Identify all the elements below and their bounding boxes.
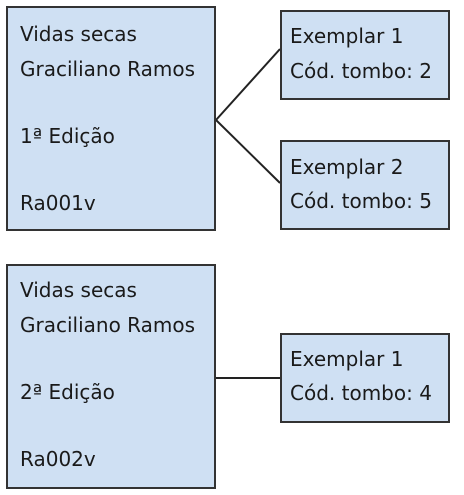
copy-tombo: Cód. tombo: 2 [290,59,432,83]
book-code: Ra002v [20,447,96,471]
connector-edition1-copy1 [216,49,280,120]
copy-label: Exemplar 2 [290,155,404,179]
book-code: Ra001v [20,191,96,215]
copy-box-edition1-1 [280,10,450,100]
book-edition: 1ª Edição [20,124,115,148]
book-author: Graciliano Ramos [20,313,196,337]
copy-tombo: Cód. tombo: 4 [290,381,432,405]
copy-box-edition2-1 [280,333,450,423]
book-title: Vidas secas [20,22,137,46]
edition-box-1 [6,6,216,231]
copy-tombo: Cód. tombo: 5 [290,189,432,213]
copy-label: Exemplar 1 [290,347,404,371]
copy-box-edition1-2 [280,140,450,230]
book-title: Vidas secas [20,278,137,302]
connector-edition1-copy2 [216,120,280,183]
book-author: Graciliano Ramos [20,57,196,81]
book-edition: 2ª Edição [20,380,115,404]
edition-box-2 [6,264,216,489]
copy-label: Exemplar 1 [290,24,404,48]
